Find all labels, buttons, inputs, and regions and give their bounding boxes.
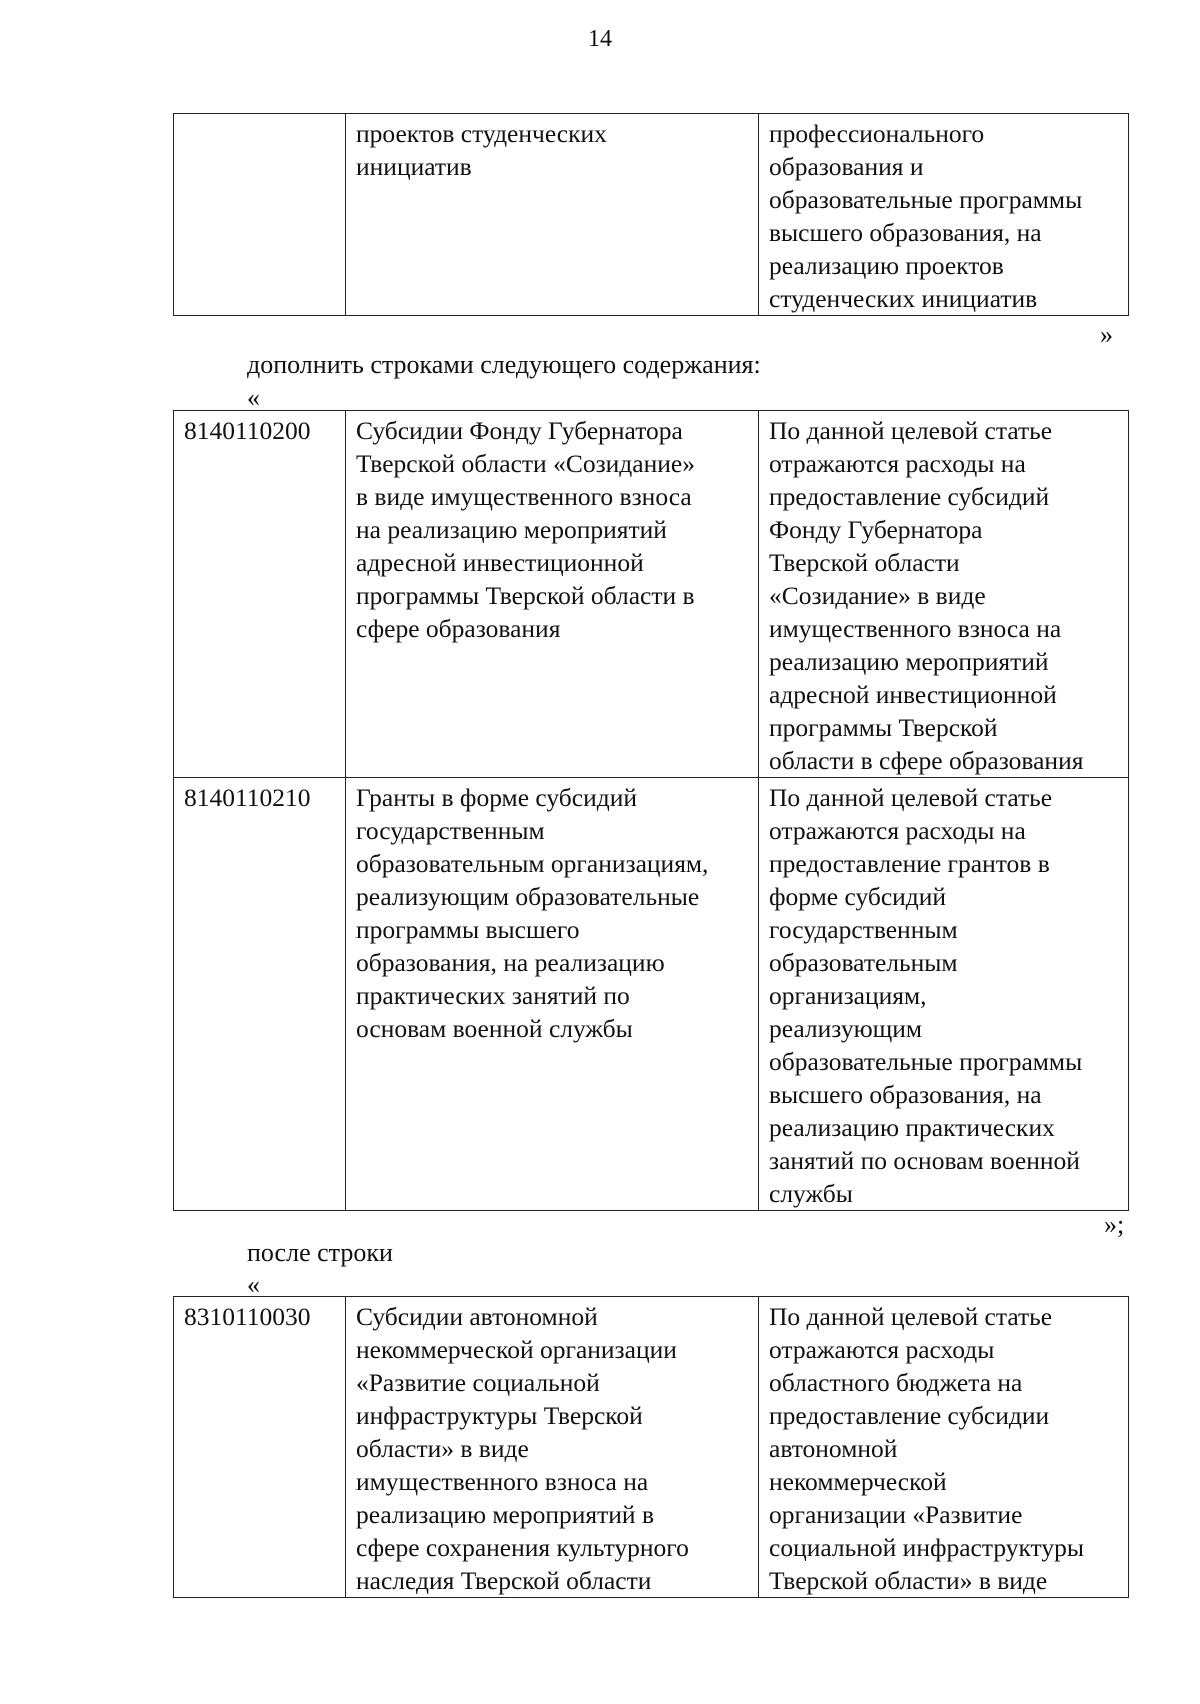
cell-code: 8310110030 [174,1297,346,1598]
cell-description: По данной целевой статье отражаются расходы областного бюджета на предоставление субсидии автономной некоммерческой организации «Развитие социальной инфраструктуры Тверской области» в виде [759,1297,1129,1598]
cell-name: Гранты в форме субсидий государственным образовательным организациям, реализующим образовательные программы высшего образования, на реализацию практических занятий по основам военной службы [346,778,759,1211]
table-row [174,778,1129,1211]
table-row [174,114,1129,316]
cell-code: 8140110200 [174,411,346,778]
instruction-add-rows: дополнить строками следующего содержания: [247,350,761,379]
cell-description: По данной целевой статье отражаются расходы на предоставление субсидий Фонду Губернатора Тверской области «Созидание» в виде имущественного взноса на реализацию мероприятий адресной инвестиционной программы Тверской области в сфере образования [759,411,1129,778]
page-number: 14 [588,26,612,52]
cell-code [174,114,346,316]
opening-quote: « [247,1270,260,1299]
closing-quote: » [1100,320,1113,349]
cell-description: профессионального образования и образовательные программы высшего образования, на реализацию проектов студенческих инициатив [759,114,1129,316]
table-row [174,411,1129,778]
cell-description: По данной целевой статье отражаются расходы на предоставление грантов в форме субсидий государственным образовательным организациям, реализующим образовательные программы высшего образования, на реализацию практических занятий по основам военной службы [759,778,1129,1211]
cell-name: проектов студенческих инициатив [346,114,759,316]
instruction-after-row: после строки [247,1238,393,1267]
table-row [174,1297,1129,1598]
closing-quote: »; [1104,1210,1125,1239]
cell-code: 8140110210 [174,778,346,1211]
cell-name: Субсидии Фонду Губернатора Тверской области «Созидание» в виде имущественного взноса на реализацию мероприятий адресной инвестиционной программы Тверской области в сфере образования [346,411,759,778]
table-after-row [173,1296,1129,1598]
opening-quote: « [247,383,260,412]
table-new-rows [173,410,1129,1211]
table-continuation [173,113,1129,316]
cell-name: Субсидии автономной некоммерческой организации «Развитие социальной инфраструктуры Тверской области» в виде имущественного взноса на реализацию мероприятий в сфере сохранения культурного наследия Тверской области [346,1297,759,1598]
